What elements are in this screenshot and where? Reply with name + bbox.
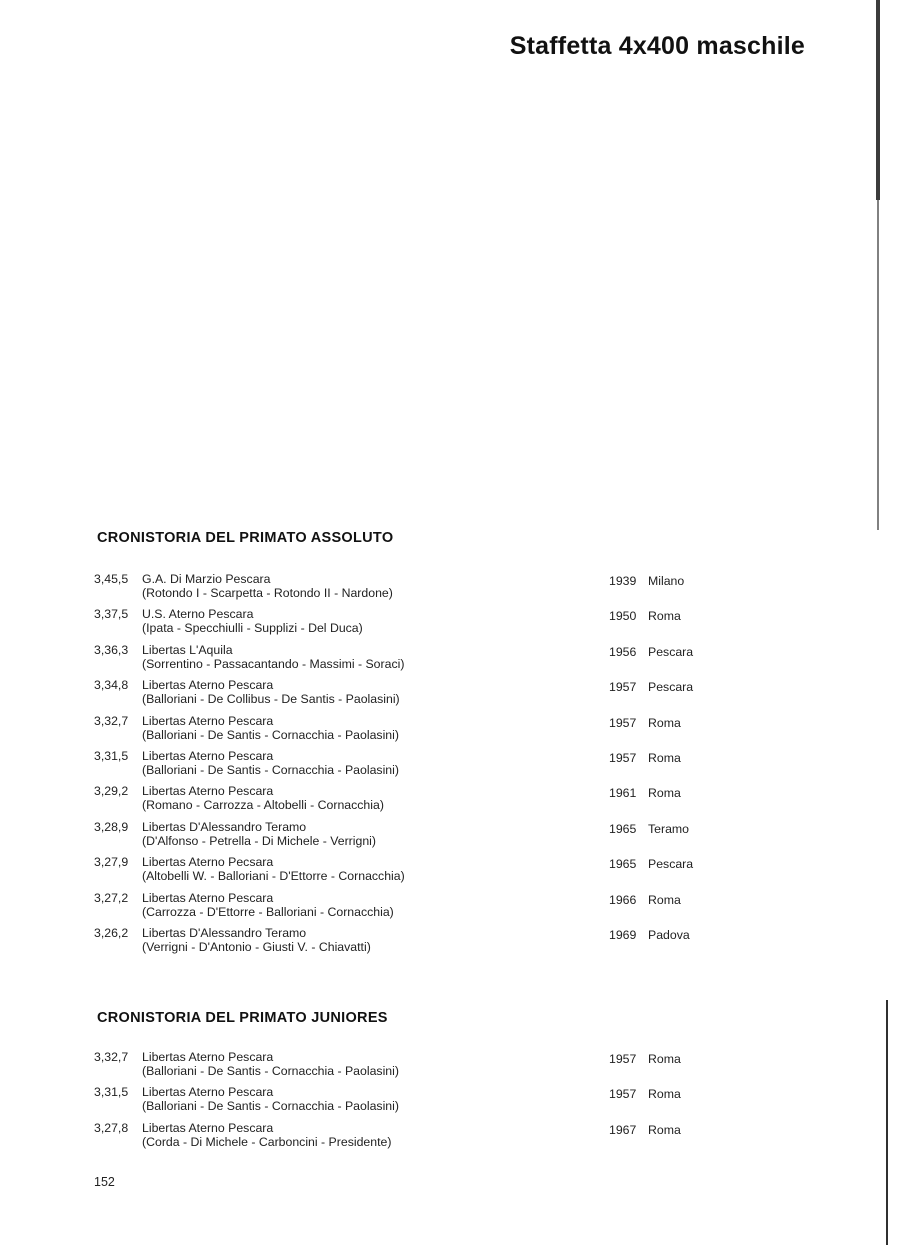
record-team: Libertas Aterno Pescara [142, 1050, 274, 1064]
record-team: U.S. Aterno Pescara [142, 607, 254, 622]
record-year: 1957 [609, 715, 637, 730]
record-members: (Romano - Carrozza - Altobelli - Cornacchia) [142, 798, 384, 813]
record-row [0, 643, 900, 678]
record-time: 3,29,2 [94, 784, 129, 799]
record-time: 3,27,9 [94, 855, 129, 870]
record-place: Roma [648, 750, 681, 765]
record-place: Padova [648, 927, 690, 942]
record-members: (Balloriani - De Santis - Cornacchia - Paolasini) [142, 1064, 399, 1078]
record-members: (Sorrentino - Passacantando - Massimi - Soraci) [142, 656, 405, 671]
record-place: Roma [648, 1122, 681, 1137]
record-year: 1969 [609, 927, 637, 942]
record-place: Roma [648, 1087, 681, 1102]
record-team: G.A. Di Marzio Pescara [142, 572, 271, 586]
record-year: 1965 [609, 857, 637, 872]
record-time: 3,28,9 [94, 819, 129, 834]
record-row [0, 1121, 900, 1156]
record-row [0, 1085, 900, 1120]
record-team: Libertas Aterno Pescara [142, 678, 274, 693]
record-row [0, 607, 900, 642]
record-time: 3,31,5 [94, 1085, 129, 1100]
record-year: 1957 [609, 1087, 637, 1102]
record-row [0, 820, 900, 855]
page-number: 152 [94, 1175, 115, 1189]
record-place: Pescara [648, 857, 694, 872]
record-time: 3,26,2 [94, 925, 129, 940]
record-year: 1966 [609, 892, 637, 907]
record-members: (Rotondo I - Scarpetta - Rotondo II - Nardone) [142, 586, 393, 600]
record-year: 1967 [609, 1122, 637, 1137]
record-team: Libertas D'Alessandro Teramo [142, 925, 307, 940]
page-title: Staffetta 4x400 maschile [509, 32, 805, 60]
record-time: 3,37,5 [94, 607, 129, 622]
record-time: 3,32,7 [94, 1050, 129, 1064]
record-year: 1961 [609, 786, 637, 801]
record-team: Libertas Aterno Pescara [142, 784, 274, 799]
record-members: (Verrigni - D'Antonio - Giusti V. - Chiavatti) [142, 939, 371, 954]
record-place: Pescara [648, 644, 694, 659]
record-members: (Balloriani - De Collibus - De Santis - Paolasini) [142, 692, 400, 707]
record-time: 3,31,5 [94, 748, 129, 763]
record-time: 3,34,8 [94, 678, 129, 693]
section-heading-assoluto: CRONISTORIA DEL PRIMATO ASSOLUTO [97, 530, 394, 546]
record-place: Pescara [648, 680, 694, 695]
record-members: (Balloriani - De Santis - Cornacchia - Paolasini) [142, 762, 399, 777]
record-team: Libertas D'Alessandro Teramo [142, 819, 307, 834]
record-members: (Balloriani - De Santis - Cornacchia - Paolasini) [142, 727, 399, 742]
record-place: Roma [648, 715, 681, 730]
record-team: Libertas Aterno Pescara [142, 1120, 274, 1135]
record-place: Roma [648, 609, 681, 624]
record-place: Teramo [648, 821, 690, 836]
record-members: (D'Alfonso - Petrella - Di Michele - Verrigni) [142, 833, 377, 848]
record-members: (Balloriani - De Santis - Cornacchia - Paolasini) [142, 1099, 399, 1114]
record-members: (Altobelli W. - Balloriani - D'Ettorre - Cornacchia) [142, 869, 405, 884]
record-row [0, 784, 900, 819]
record-place: Milano [648, 574, 685, 588]
record-year: 1939 [609, 574, 637, 588]
record-time: 3,45,5 [94, 572, 129, 586]
record-place: Roma [648, 1052, 681, 1066]
record-row [0, 749, 900, 784]
record-time: 3,36,3 [94, 642, 129, 657]
record-row [0, 855, 900, 890]
record-members: (Ipata - Specchiulli - Supplizi - Del Duca) [142, 621, 363, 636]
record-year: 1950 [609, 609, 637, 624]
record-team: Libertas Aterno Pescara [142, 713, 274, 728]
record-time: 3,32,7 [94, 713, 129, 728]
record-year: 1957 [609, 680, 637, 695]
record-members: (Carrozza - D'Ettorre - Balloriani - Cornacchia) [142, 904, 394, 919]
record-place: Roma [648, 786, 681, 801]
record-team: Libertas Aterno Pescara [142, 890, 274, 905]
record-list-juniores [0, 1050, 900, 1156]
scan-edge-top [876, 0, 880, 200]
scan-edge-middle [877, 200, 879, 530]
record-row [0, 572, 900, 607]
record-row [0, 1050, 900, 1085]
scan-edge-bottom [886, 1000, 888, 1245]
record-team: Libertas Aterno Pecsara [142, 855, 274, 870]
record-year: 1957 [609, 750, 637, 765]
record-row [0, 678, 900, 713]
record-team: Libertas Aterno Pescara [142, 1085, 274, 1100]
record-year: 1957 [609, 1052, 637, 1066]
record-time: 3,27,8 [94, 1120, 129, 1135]
record-year: 1956 [609, 644, 637, 659]
record-row [0, 891, 900, 926]
record-team: Libertas Aterno Pescara [142, 748, 274, 763]
record-time: 3,27,2 [94, 890, 129, 905]
record-place: Roma [648, 892, 681, 907]
record-row [0, 926, 900, 961]
section-heading-juniores: CRONISTORIA DEL PRIMATO JUNIORES [97, 1010, 388, 1026]
record-list-assoluto [0, 572, 900, 961]
record-year: 1965 [609, 821, 637, 836]
record-team: Libertas L'Aquila [142, 642, 233, 657]
record-row [0, 714, 900, 749]
record-members: (Corda - Di Michele - Carboncini - Presidente) [142, 1134, 392, 1149]
